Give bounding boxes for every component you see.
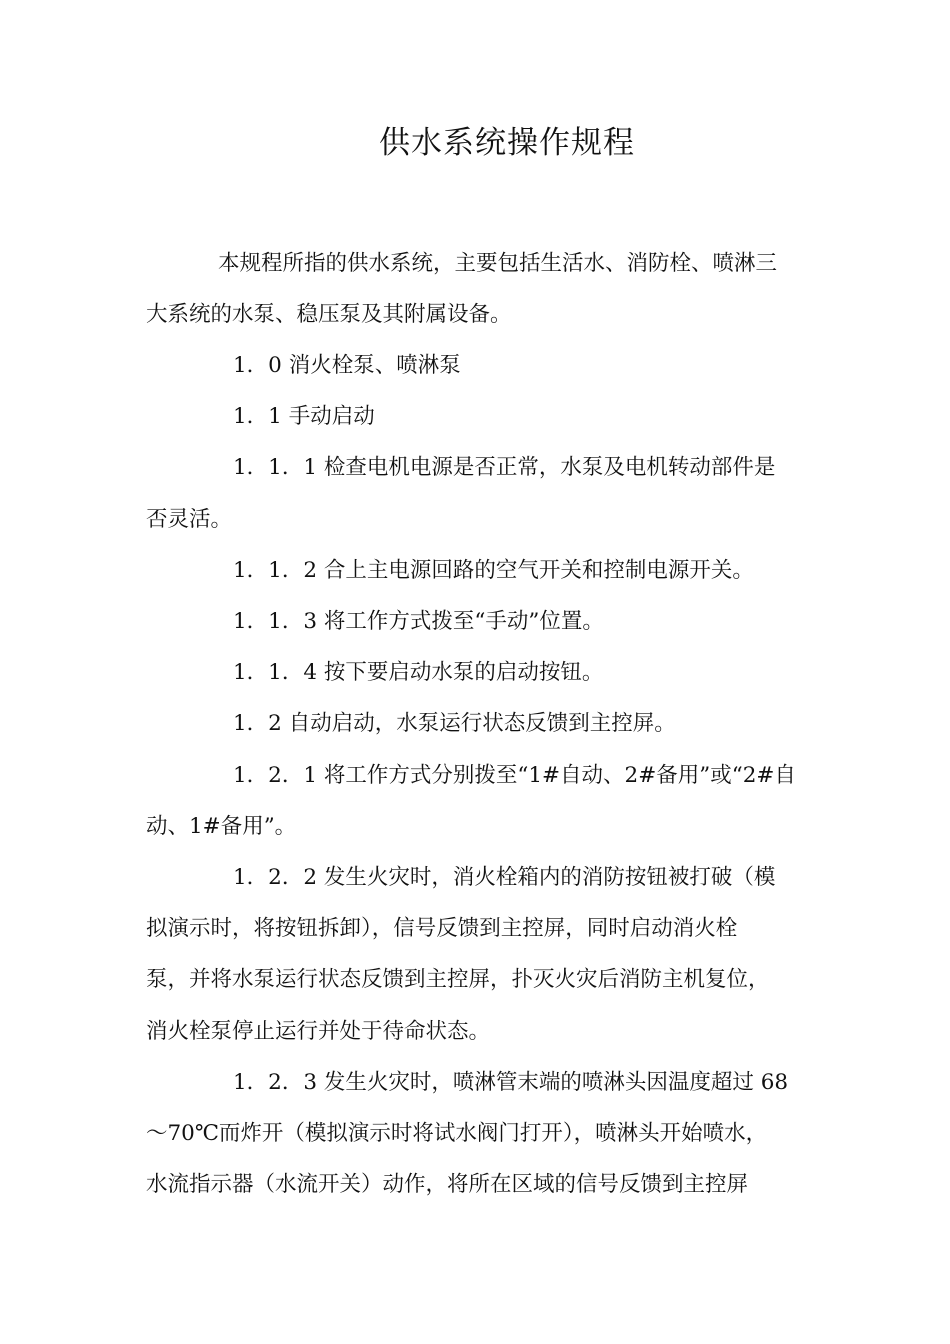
section-heading-1-0: 1．0 消火栓泵、喷淋泵 bbox=[233, 353, 461, 378]
item-1-1-1-line-2: 否灵活。 bbox=[146, 507, 233, 532]
item-1-1-4: 1．1．4 按下要启动水泵的启动按钮。 bbox=[233, 660, 604, 685]
document-title: 供水系统操作规程 bbox=[379, 125, 635, 161]
item-1-2-3-line-2: ～70℃而炸开（模拟演示时将试水阀门打开），喷淋头开始喷水， bbox=[146, 1121, 768, 1146]
section-heading-1-2: 1．2 自动启动，水泵运行状态反馈到主控屏。 bbox=[233, 711, 676, 736]
item-1-2-2-line-4: 消火栓泵停止运行并处于待命状态。 bbox=[146, 1019, 491, 1044]
section-heading-1-1: 1．1 手动启动 bbox=[233, 404, 375, 429]
item-1-2-1-line-1: 1．2．1 将工作方式分别拨至“1#自动、2#备用”或“2#自 bbox=[233, 763, 796, 788]
item-1-1-1-line-1: 1．1．1 检查电机电源是否正常，水泵及电机转动部件是 bbox=[233, 455, 776, 480]
item-1-2-3-line-1: 1．2．3 发生火灾时，喷淋管末端的喷淋头因温度超过 68 bbox=[233, 1070, 789, 1095]
item-1-2-2-line-1: 1．2．2 发生火灾时，消火栓箱内的消防按钮被打破（模 bbox=[233, 865, 776, 890]
item-1-2-1-line-2: 动、1#备用”。 bbox=[146, 814, 297, 839]
item-1-1-2: 1．1．2 合上主电源回路的空气开关和控制电源开关。 bbox=[233, 558, 754, 583]
item-1-2-3-line-3: 水流指示器（水流开关）动作，将所在区域的信号反馈到主控屏 bbox=[146, 1172, 749, 1197]
item-1-1-3: 1．1．3 将工作方式拨至“手动”位置。 bbox=[233, 609, 604, 634]
paragraph-intro-line-1: 本规程所指的供水系统，主要包括生活水、消防栓、喷淋三 bbox=[218, 251, 778, 276]
item-1-2-2-line-2: 拟演示时，将按钮拆卸），信号反馈到主控屏，同时启动消火栓 bbox=[146, 916, 738, 941]
paragraph-intro-line-2: 大系统的水泵、稳压泵及其附属设备。 bbox=[146, 302, 512, 327]
item-1-2-2-line-3: 泵，并将水泵运行状态反馈到主控屏，扑灭火灾后消防主机复位， bbox=[146, 967, 770, 992]
